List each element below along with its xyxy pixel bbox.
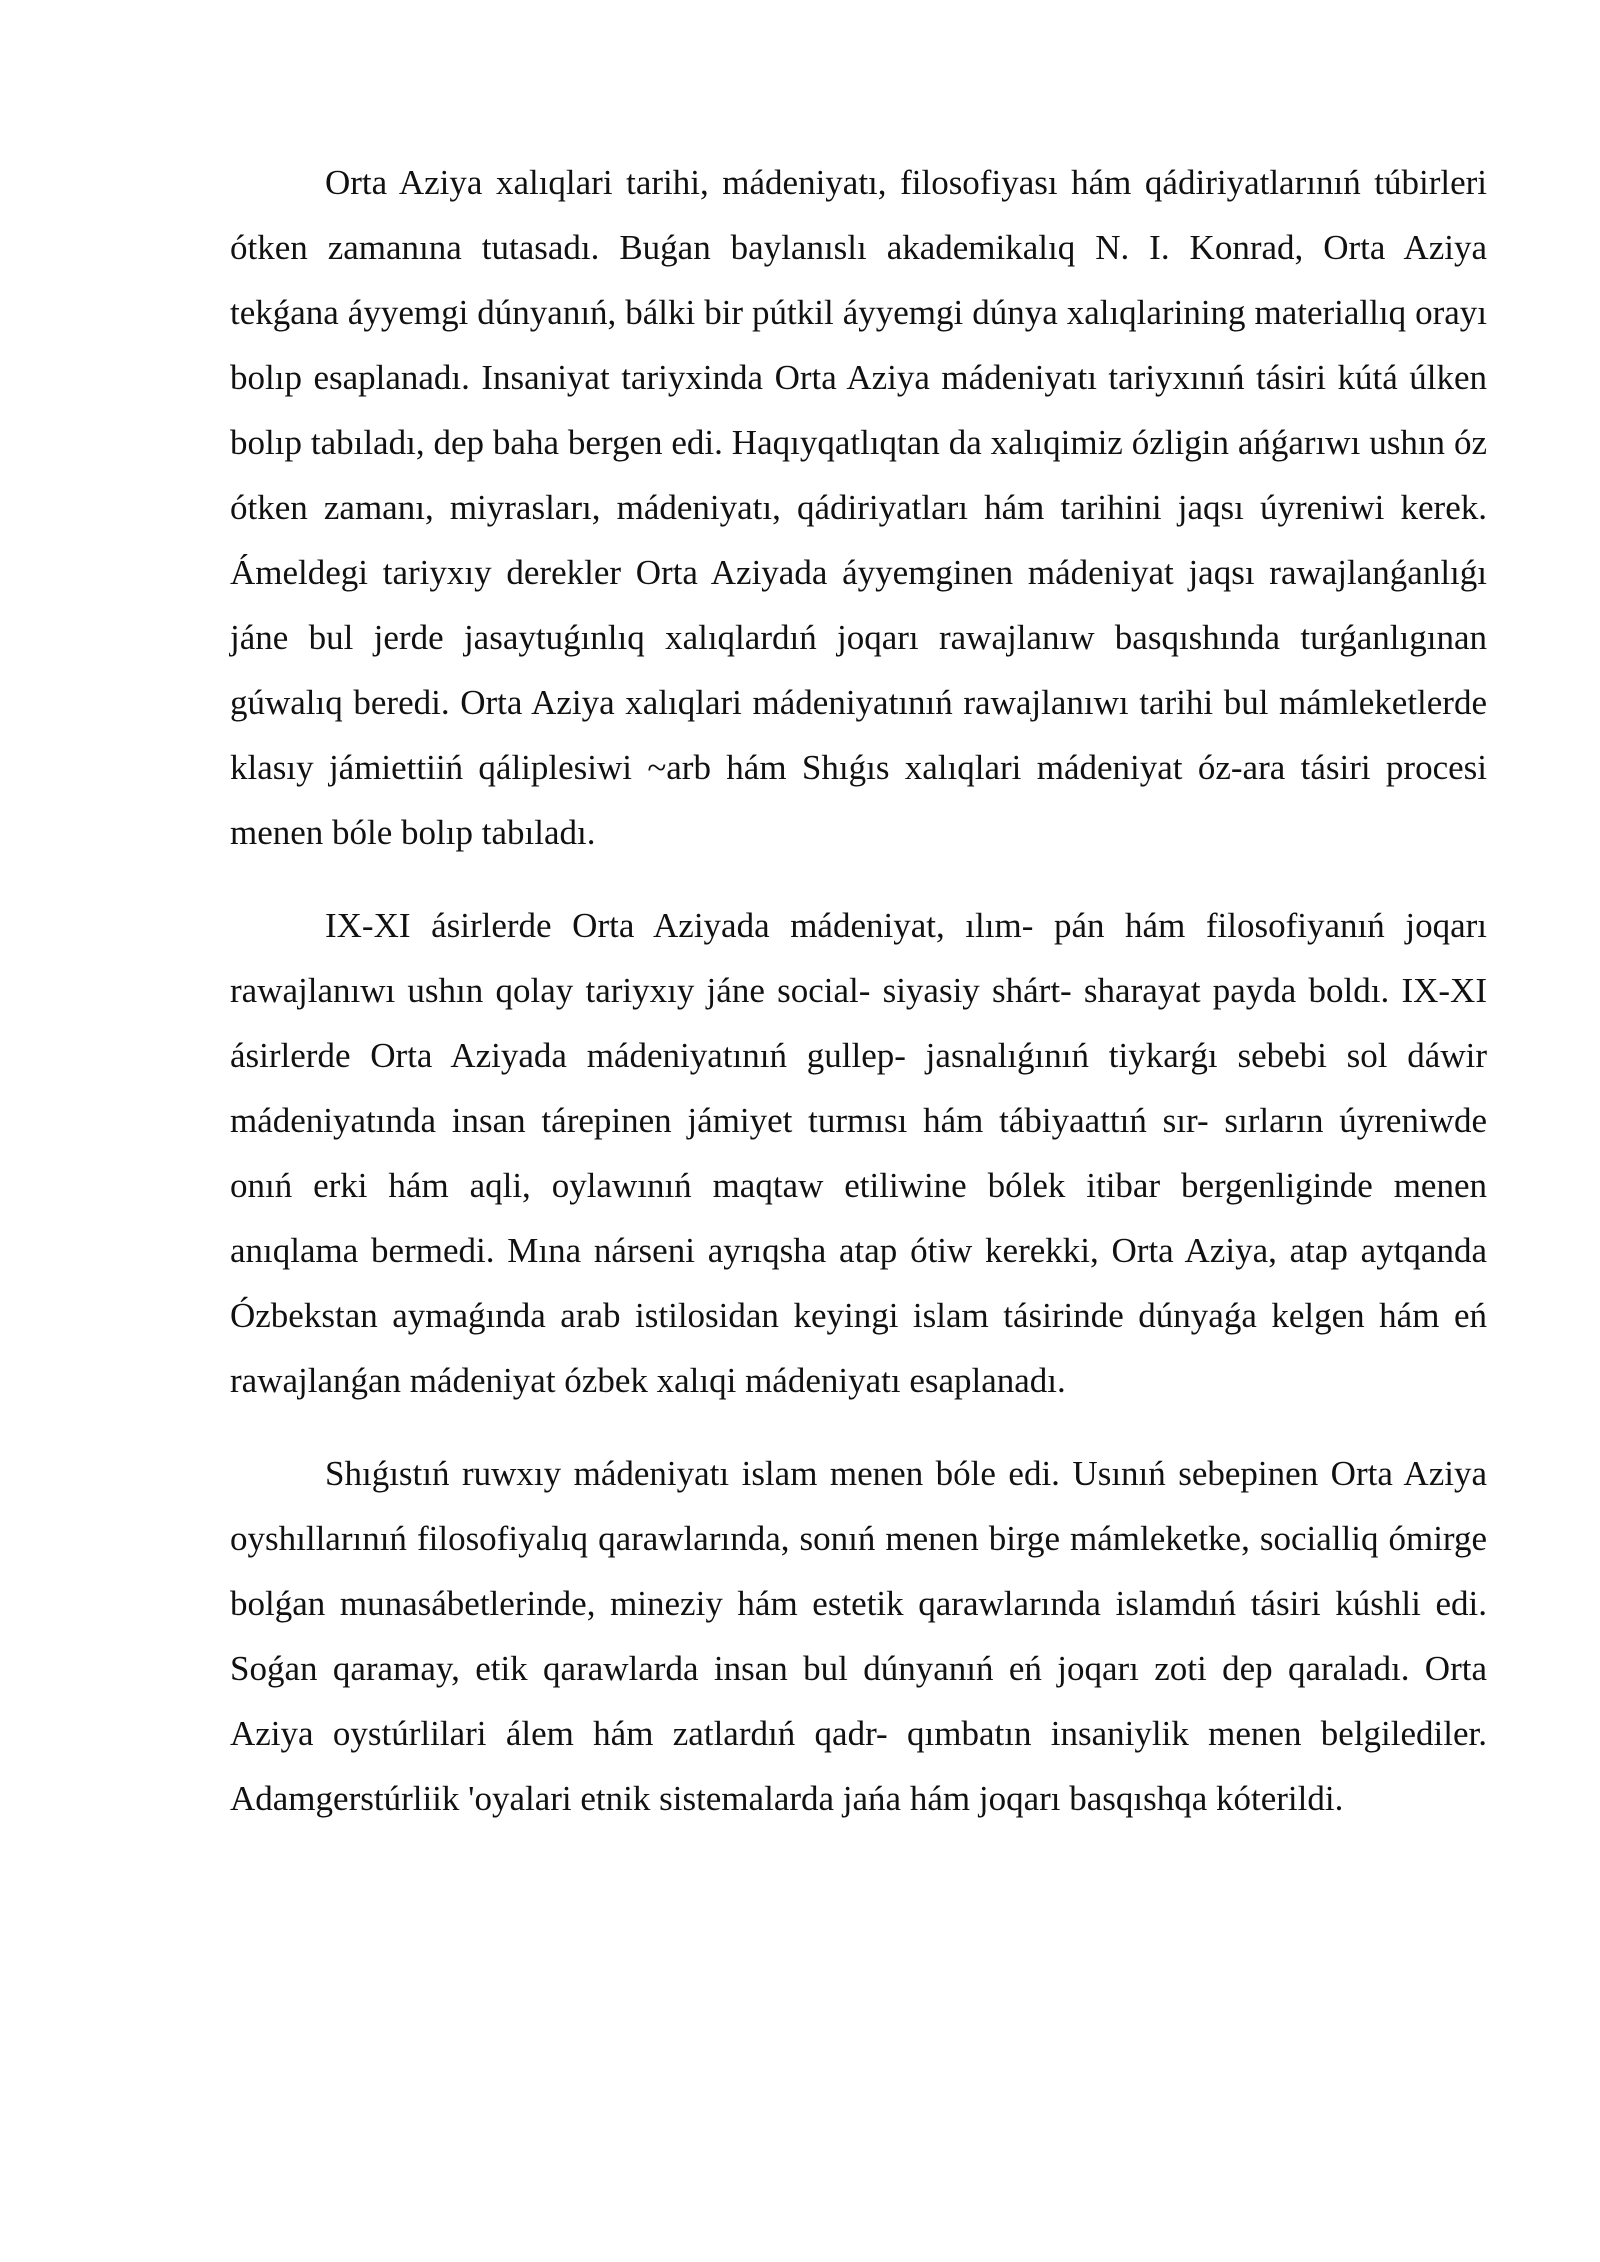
paragraph-3: Shıǵıstıń ruwxıy mádeniyatı islam menen bóle edi. Usınıń sebepinen Orta Aziya oyshıllarınıń filosofiyalıq qarawlarında, sonıń menen birge mámleketke, socialliq ómirge bolǵan munasábetlerinde, mineziy hám estetik qarawlarında islamdıń tásiri kúshli edi. Soǵan qaramay, etik qarawlarda insan bul dúnyanıń eń joqarı zoti dep qaraladı. Orta Aziya oystúrlilari álem hám zatlardıń qadr- qımbatın insaniylik menen belgilediler. Adamgerstúrliik 'oyalari etnik sistemalarda jańa hám joqarı basqıshqa kóterildi. [230, 1454, 1487, 1818]
paragraph-1: Orta Aziya xalıqlari tarihi, mádeniyatı, filosofiyası hám qádiriyatlarınıń túbirleri ótken zamanına tutasadı. Buǵan baylanıslı akademikalıq N. I. Konrad, Orta Aziya tekǵana áyyemgi dúnyanıń, bálki bir pútkil áyyemgi dúnya xalıqlarining materiallıq orayı bolıp esaplanadı. Insaniyat tariyxinda Orta Aziya mádeniyatı tariyxınıń tásiri kútá úlken bolıp tabıladı, dep baha bergen edi. Haqıyqatlıqtan da xalıqimiz ózligin ańǵarıwı ushın óz ótken zamanı, miyrasları, mádeniyatı, qádiriyatları hám tarihini jaqsı úyreniwi kerek. Ámeldegi tariyxıy derekler Orta Aziyada áyyemginen mádeniyat jaqsı rawajlanǵanlıǵı jáne bul jerde jasaytuǵınlıq xalıqlardıń joqarı rawajlanıw basqıshında turǵanlıgınan gúwalıq beredi. Orta Aziya xalıqlari mádeniyatınıń rawajlanıwı tarihi bul mámleketlerde klasıy jámiettiiń qáliplesiwi ~arb hám Shıǵıs xalıqlari mádeniyat óz-ara tásiri procesi menen bóle bolıp tabıladı. [230, 163, 1487, 852]
document-body [230, 150, 1487, 1831]
paragraph-2: IX-XI ásirlerde Orta Aziyada mádeniyat, ılım- pán hám filosofiyanıń joqarı rawajlanıwı ushın qolay tariyxıy jáne social- siyasiy shárt- sharayat payda boldı. IX-XI ásirlerde Orta Aziyada mádeniyatınıń gullep- jasnalıǵınıń tiykarǵı sebebi sol dáwir mádeniyatında insan tárepinen jámiyet turmısı hám tábiyaattıń sır- sırların úyreniwde onıń erki hám aqli, oylawınıń maqtaw etiliwine bólek itibar bergenliginde menen anıqlama bermedi. Mına nárseni ayrıqsha atap ótiw kerekki, Orta Aziya, atap aytqanda Ózbekstan aymaǵında arab istilosidan keyingi islam tásirinde dúnyaǵa kelgen hám eń rawajlanǵan mádeniyat ózbek xalıqi mádeniyatı esaplanadı. [230, 906, 1487, 1400]
